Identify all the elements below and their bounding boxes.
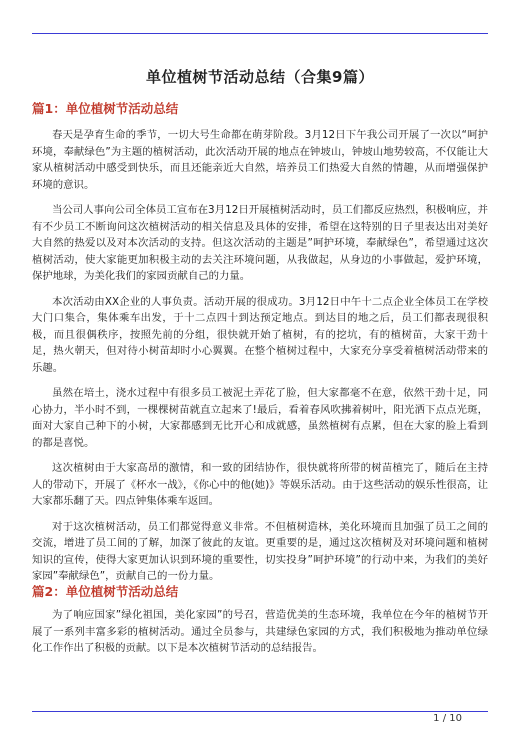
paragraph: 为了响应国家”绿化祖国，美化家园”的号召，营造优美的生态环境，我单位在今年的植树节开展了一系列丰富多彩的植树活动。通过全员参与，共建绿色家园的方式，我们积极地为推动单位绿化工作作出了积极的贡献。以下是本次植树节活动的总结报告。 [32,609,488,654]
document-title: 单位植树节活动总结（合集9篇） [146,68,374,86]
section-2-body [32,607,488,666]
paragraph: 本次活动由XX企业的人事负责。活动开展的很成功。3月12日中午十二点企业全体员工在学校大门口集合，集体乘车出发，于十二点四十到达预定地点。到达目的地之后，员工们都表现很积极，而且很偶秩序，按照先前的分组，很快就开始了植树，有的挖坑，有的植树苗，大家干劲十足，热火朝天，但对待小树苗却时小心翼翼。在整个植树过程中，大家充分享受着植树活动带来的乐趣。 [32,295,488,374]
section-1-body [32,127,488,594]
paragraph: 当公司人事向公司全体员工宣布在3月12日开展植树活动时，员工们都反应热烈，积极响应，并有不少员工不断询问这次植树活动的相关信息及具体的安排，希望在这特别的日子里表达出对美好大自然的热爱以及对本次活动的支持。但这次活动的主题是”呵护环境，奉献绿色”，希望通过这次植树活动，使大家能更加积极主动的去关注环境问题，从我做起，从身边的小事做起，爱护环境，保护地球，为美化我们的家园贡献自己的力量。 [32,204,488,282]
section-1-heading: 篇1：单位植树节活动总结 [32,101,179,116]
paragraph: 春天是孕育生命的季节，一切大号生命都在萌芽阶段。3月12日下午我公司开展了一次以“呵护环境，奉献绿色”为主题的植树活动，此次活动开展的地点在钟坡山，钟坡山地势较高，不仅能让大家从植树活动中感受到快乐，而且还能亲近大自然，培养员工们热爱大自然的情趣，从而增强保护环境的意识。 [32,129,488,191]
header-rule [32,33,488,34]
section-2-heading: 篇2：单位植树节活动总结 [32,584,179,599]
paragraph: 虽然在培土，浇水过程中有很多员工被泥土弄花了脸，但大家都毫不在意，依然干劲十足，同心协力，半小时不到，一棵棵树苗就直立起来了!最后，看着春风吹拂着树叶，阳光洒下点点光斑，面对大家自己种下的小树，大家都感到无比开心和成就感，虽然植树有点累，但在大家的脸上看到的都是喜悦。 [32,387,488,449]
paragraph: 对于这次植树活动，员工们都觉得意义非常。不但植树造林，美化环境而且加强了员工之间的交流，增进了员工间的了解，加深了彼此的友谊。更重要的是，通过这次植树及对环境问题和植树知识的宣传，使得大家更加认识到环境的重要性，切实投身”呵护环境”的行动中来，为我们的美好家园”奉献绿色”，贡献自己的一份力量。 [32,520,488,582]
footer-rule [32,711,488,712]
page-number: 1 / 10 [433,713,462,724]
paragraph: 这次植树由于大家高昂的激情，和一致的团结协作，很快就将所带的树苗植完了，随后在主持人的带动下，开展了《杯水一战》，《你心中的他(她)》等娱乐活动。由于这些活动的娱乐性很高，让大家都乐翻了天。四点钟集体乘车返回。 [32,462,488,507]
